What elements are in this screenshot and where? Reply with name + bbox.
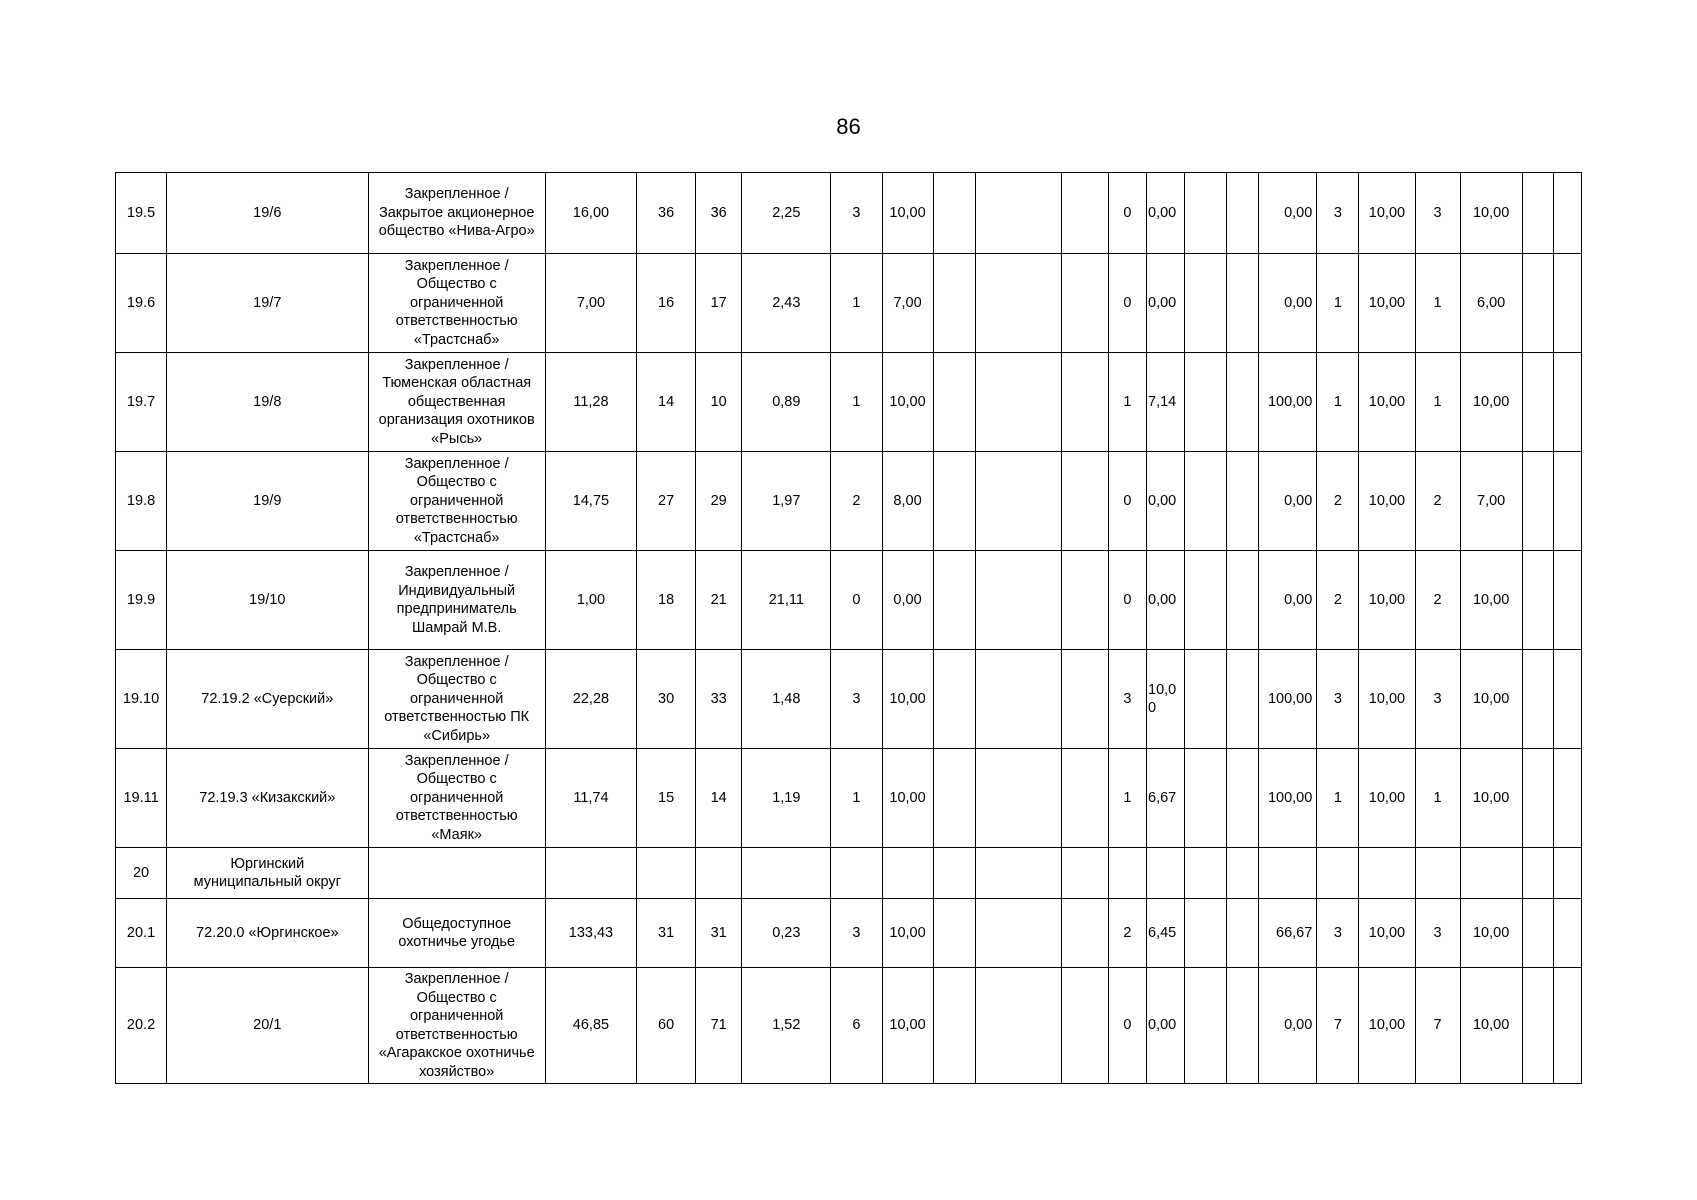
cell-count-a: 15 — [637, 749, 696, 848]
cell-count-a: 31 — [637, 899, 696, 968]
cell-percent-total: 100,00 — [1259, 749, 1317, 848]
cell-blank-g — [1553, 173, 1581, 254]
cell-blank-e — [1227, 899, 1259, 968]
cell-quota-b: 0 — [1108, 968, 1146, 1084]
cell-percent-total: 100,00 — [1259, 353, 1317, 452]
cell-assignment-org: Закрепленное / Общество с ограниченной ответственностью «Агаракское охотничье хозяйство» — [368, 968, 545, 1084]
cell-count-b: 31 — [696, 899, 742, 968]
cell-row-number: 19.5 — [116, 173, 167, 254]
cell-quota-c: 1 — [1317, 749, 1359, 848]
cell-count-b: 14 — [696, 749, 742, 848]
cell-density: 1,19 — [742, 749, 831, 848]
cell-blank-e — [1227, 968, 1259, 1084]
cell-quota-a: 1 — [831, 749, 882, 848]
cell-blank-g — [1553, 749, 1581, 848]
cell-quota-a-pct: 10,00 — [882, 968, 933, 1084]
cell-blank-g — [1553, 968, 1581, 1084]
cell-row-number: 19.7 — [116, 353, 167, 452]
cell-density — [742, 848, 831, 899]
cell-blank-f — [1522, 452, 1553, 551]
cell-blank-a — [933, 899, 975, 968]
cell-quota-b: 1 — [1108, 749, 1146, 848]
cell-blank-e — [1227, 848, 1259, 899]
cell-quota-d-pct: 7,00 — [1460, 452, 1522, 551]
cell-assignment-org: Закрепленное / Общество с ограниченной ответственностью «Трастснаб» — [368, 254, 545, 353]
table-row — [116, 899, 1582, 968]
cell-blank-f — [1522, 899, 1553, 968]
cell-blank-g — [1553, 353, 1581, 452]
cell-blank-d — [1185, 968, 1227, 1084]
cell-quota-b: 1 — [1108, 353, 1146, 452]
cell-row-number: 19.11 — [116, 749, 167, 848]
cell-area-value: 133,43 — [545, 899, 636, 968]
data-table-container — [115, 172, 1582, 1084]
cell-percent-total — [1259, 848, 1317, 899]
table-row — [116, 353, 1582, 452]
cell-blank-f — [1522, 848, 1553, 899]
cell-blank-c — [1061, 452, 1108, 551]
cell-blank-d — [1185, 551, 1227, 650]
cell-area-name: Юргинский муниципальный округ — [167, 848, 368, 899]
cell-density: 2,25 — [742, 173, 831, 254]
cell-density: 21,11 — [742, 551, 831, 650]
cell-blank-f — [1522, 749, 1553, 848]
cell-percent-total: 0,00 — [1259, 551, 1317, 650]
cell-blank-d — [1185, 650, 1227, 749]
cell-count-a: 36 — [637, 173, 696, 254]
cell-assignment-org: Закрепленное / Тюменская областная общественная организация охотников «Рысь» — [368, 353, 545, 452]
cell-quota-a: 1 — [831, 353, 882, 452]
cell-quota-c-pct: 10,00 — [1359, 452, 1415, 551]
cell-quota-a-pct: 8,00 — [882, 452, 933, 551]
cell-assignment-org: Закрепленное / Общество с ограниченной ответственностью «Маяк» — [368, 749, 545, 848]
cell-quota-c: 1 — [1317, 254, 1359, 353]
cell-blank-f — [1522, 551, 1553, 650]
cell-quota-a-pct: 10,00 — [882, 173, 933, 254]
cell-quota-d: 2 — [1415, 551, 1460, 650]
cell-quota-d-pct: 10,00 — [1460, 749, 1522, 848]
cell-percent-total: 0,00 — [1259, 254, 1317, 353]
cell-blank-b — [975, 749, 1061, 848]
cell-area-name: 19/9 — [167, 452, 368, 551]
cell-percent-total: 0,00 — [1259, 452, 1317, 551]
cell-quota-d: 3 — [1415, 899, 1460, 968]
cell-count-a: 14 — [637, 353, 696, 452]
cell-blank-e — [1227, 254, 1259, 353]
cell-blank-d — [1185, 848, 1227, 899]
cell-blank-b — [975, 452, 1061, 551]
cell-quota-c-pct: 10,00 — [1359, 173, 1415, 254]
cell-blank-a — [933, 749, 975, 848]
cell-area-name: 72.19.3 «Кизакский» — [167, 749, 368, 848]
cell-percent-total: 66,67 — [1259, 899, 1317, 968]
cell-blank-c — [1061, 551, 1108, 650]
cell-area-name: 19/7 — [167, 254, 368, 353]
cell-blank-a — [933, 173, 975, 254]
cell-assignment-org: Общедоступное охотничье угодье — [368, 899, 545, 968]
cell-assignment-org: Закрепленное / Общество с ограниченной ответственностью «Трастснаб» — [368, 452, 545, 551]
cell-area-value: 11,74 — [545, 749, 636, 848]
cell-count-b: 29 — [696, 452, 742, 551]
cell-quota-d-pct: 10,00 — [1460, 650, 1522, 749]
cell-quota-d-pct: 10,00 — [1460, 968, 1522, 1084]
cell-quota-c: 1 — [1317, 353, 1359, 452]
cell-blank-g — [1553, 650, 1581, 749]
cell-count-a: 30 — [637, 650, 696, 749]
cell-blank-c — [1061, 968, 1108, 1084]
cell-row-number: 20 — [116, 848, 167, 899]
cell-blank-b — [975, 650, 1061, 749]
cell-quota-b: 0 — [1108, 254, 1146, 353]
table-row — [116, 254, 1582, 353]
cell-blank-g — [1553, 551, 1581, 650]
cell-blank-b — [975, 353, 1061, 452]
cell-blank-a — [933, 650, 975, 749]
cell-quota-d: 3 — [1415, 650, 1460, 749]
cell-quota-b-pct: 0,00 — [1147, 968, 1185, 1084]
cell-percent-total: 0,00 — [1259, 173, 1317, 254]
cell-blank-c — [1061, 899, 1108, 968]
cell-quota-a: 1 — [831, 254, 882, 353]
cell-area-value: 7,00 — [545, 254, 636, 353]
cell-count-b: 71 — [696, 968, 742, 1084]
cell-quota-a-pct: 10,00 — [882, 749, 933, 848]
cell-quota-a-pct: 7,00 — [882, 254, 933, 353]
cell-blank-a — [933, 353, 975, 452]
cell-blank-c — [1061, 650, 1108, 749]
cell-quota-a: 2 — [831, 452, 882, 551]
cell-blank-a — [933, 551, 975, 650]
cell-blank-e — [1227, 173, 1259, 254]
cell-blank-g — [1553, 848, 1581, 899]
table-row — [116, 650, 1582, 749]
cell-quota-b: 0 — [1108, 452, 1146, 551]
cell-blank-a — [933, 254, 975, 353]
cell-quota-d: 1 — [1415, 353, 1460, 452]
cell-quota-c: 3 — [1317, 173, 1359, 254]
cell-blank-d — [1185, 749, 1227, 848]
cell-row-number: 19.9 — [116, 551, 167, 650]
cell-count-b: 17 — [696, 254, 742, 353]
cell-density: 0,89 — [742, 353, 831, 452]
cell-area-name: 72.20.0 «Юргинское» — [167, 899, 368, 968]
cell-quota-c: 3 — [1317, 650, 1359, 749]
cell-count-b: 36 — [696, 173, 742, 254]
cell-quota-a — [831, 848, 882, 899]
cell-assignment-org: Закрепленное / Закрытое акционерное общество «Нива-Агро» — [368, 173, 545, 254]
cell-quota-b-pct: 0,00 — [1147, 173, 1185, 254]
cell-density: 1,52 — [742, 968, 831, 1084]
cell-blank-g — [1553, 452, 1581, 551]
cell-quota-d: 1 — [1415, 254, 1460, 353]
cell-area-value: 22,28 — [545, 650, 636, 749]
cell-quota-c-pct: 10,00 — [1359, 968, 1415, 1084]
cell-blank-a — [933, 848, 975, 899]
cell-blank-a — [933, 968, 975, 1084]
cell-quota-d-pct: 6,00 — [1460, 254, 1522, 353]
cell-density: 1,48 — [742, 650, 831, 749]
cell-quota-a: 3 — [831, 899, 882, 968]
cell-percent-total: 0,00 — [1259, 968, 1317, 1084]
cell-blank-b — [975, 551, 1061, 650]
table-row — [116, 749, 1582, 848]
cell-quota-c: 2 — [1317, 452, 1359, 551]
cell-blank-f — [1522, 254, 1553, 353]
cell-quota-b: 0 — [1108, 551, 1146, 650]
cell-quota-b-pct: 7,14 — [1147, 353, 1185, 452]
cell-assignment-org: Закрепленное / Общество с ограниченной ответственностью ПК «Сибирь» — [368, 650, 545, 749]
cell-quota-c: 3 — [1317, 899, 1359, 968]
cell-quota-d-pct — [1460, 848, 1522, 899]
cell-count-b: 33 — [696, 650, 742, 749]
cell-quota-a: 0 — [831, 551, 882, 650]
cell-quota-b-pct: 10,0 0 — [1147, 650, 1185, 749]
cell-blank-e — [1227, 551, 1259, 650]
cell-blank-f — [1522, 353, 1553, 452]
cell-area-name: 72.19.2 «Суерский» — [167, 650, 368, 749]
cell-quota-b — [1108, 848, 1146, 899]
cell-blank-d — [1185, 353, 1227, 452]
cell-quota-b: 2 — [1108, 899, 1146, 968]
cell-blank-g — [1553, 254, 1581, 353]
cell-area-value — [545, 848, 636, 899]
cell-quota-d: 7 — [1415, 968, 1460, 1084]
cell-quota-b-pct: 0,00 — [1147, 254, 1185, 353]
cell-area-name: 19/8 — [167, 353, 368, 452]
cell-quota-d: 1 — [1415, 749, 1460, 848]
cell-count-a: 27 — [637, 452, 696, 551]
table-row — [116, 968, 1582, 1084]
cell-row-number: 20.2 — [116, 968, 167, 1084]
cell-percent-total: 100,00 — [1259, 650, 1317, 749]
cell-blank-c — [1061, 173, 1108, 254]
cell-quota-c-pct: 10,00 — [1359, 551, 1415, 650]
cell-area-name: 19/10 — [167, 551, 368, 650]
cell-area-value: 16,00 — [545, 173, 636, 254]
cell-quota-c: 2 — [1317, 551, 1359, 650]
cell-quota-c-pct — [1359, 848, 1415, 899]
cell-quota-c-pct: 10,00 — [1359, 353, 1415, 452]
cell-blank-b — [975, 968, 1061, 1084]
cell-count-a: 16 — [637, 254, 696, 353]
cell-density: 2,43 — [742, 254, 831, 353]
cell-count-b: 21 — [696, 551, 742, 650]
data-table — [115, 172, 1582, 1084]
cell-row-number: 20.1 — [116, 899, 167, 968]
cell-blank-d — [1185, 899, 1227, 968]
cell-blank-b — [975, 254, 1061, 353]
cell-blank-f — [1522, 173, 1553, 254]
cell-blank-e — [1227, 749, 1259, 848]
cell-quota-a-pct: 0,00 — [882, 551, 933, 650]
cell-assignment-org — [368, 848, 545, 899]
cell-area-value: 46,85 — [545, 968, 636, 1084]
cell-quota-c-pct: 10,00 — [1359, 650, 1415, 749]
cell-assignment-org: Закрепленное / Индивидуальный предприниматель Шамрай М.В. — [368, 551, 545, 650]
cell-quota-a: 3 — [831, 650, 882, 749]
cell-quota-a-pct: 10,00 — [882, 353, 933, 452]
cell-blank-c — [1061, 848, 1108, 899]
cell-blank-e — [1227, 452, 1259, 551]
cell-blank-g — [1553, 899, 1581, 968]
cell-quota-d-pct: 10,00 — [1460, 899, 1522, 968]
table-row — [116, 173, 1582, 254]
cell-blank-b — [975, 848, 1061, 899]
cell-count-b: 10 — [696, 353, 742, 452]
cell-quota-d: 2 — [1415, 452, 1460, 551]
cell-count-b — [696, 848, 742, 899]
cell-quota-a: 6 — [831, 968, 882, 1084]
cell-row-number: 19.6 — [116, 254, 167, 353]
table-row — [116, 551, 1582, 650]
cell-quota-a-pct: 10,00 — [882, 899, 933, 968]
cell-quota-c — [1317, 848, 1359, 899]
cell-quota-d: 3 — [1415, 173, 1460, 254]
cell-blank-d — [1185, 452, 1227, 551]
cell-quota-c: 7 — [1317, 968, 1359, 1084]
cell-count-a: 60 — [637, 968, 696, 1084]
cell-blank-c — [1061, 749, 1108, 848]
cell-blank-c — [1061, 254, 1108, 353]
cell-quota-d-pct: 10,00 — [1460, 551, 1522, 650]
cell-blank-c — [1061, 353, 1108, 452]
cell-blank-d — [1185, 254, 1227, 353]
cell-density: 0,23 — [742, 899, 831, 968]
cell-blank-a — [933, 452, 975, 551]
cell-area-value: 14,75 — [545, 452, 636, 551]
cell-density: 1,97 — [742, 452, 831, 551]
cell-blank-d — [1185, 173, 1227, 254]
page-number: 86 — [836, 114, 861, 139]
cell-blank-f — [1522, 968, 1553, 1084]
cell-area-value: 11,28 — [545, 353, 636, 452]
cell-blank-e — [1227, 650, 1259, 749]
cell-blank-f — [1522, 650, 1553, 749]
cell-quota-b-pct — [1147, 848, 1185, 899]
cell-blank-b — [975, 173, 1061, 254]
cell-quota-a-pct — [882, 848, 933, 899]
cell-quota-a: 3 — [831, 173, 882, 254]
cell-blank-b — [975, 899, 1061, 968]
table-row — [116, 452, 1582, 551]
cell-quota-b-pct: 6,45 — [1147, 899, 1185, 968]
cell-quota-d-pct: 10,00 — [1460, 173, 1522, 254]
cell-quota-b: 0 — [1108, 173, 1146, 254]
cell-quota-b-pct: 0,00 — [1147, 452, 1185, 551]
cell-quota-c-pct: 10,00 — [1359, 749, 1415, 848]
cell-quota-b-pct: 0,00 — [1147, 551, 1185, 650]
cell-quota-c-pct: 10,00 — [1359, 254, 1415, 353]
cell-area-name: 20/1 — [167, 968, 368, 1084]
cell-row-number: 19.8 — [116, 452, 167, 551]
cell-area-name: 19/6 — [167, 173, 368, 254]
cell-count-a — [637, 848, 696, 899]
cell-quota-b-pct: 6,67 — [1147, 749, 1185, 848]
cell-quota-b: 3 — [1108, 650, 1146, 749]
cell-area-value: 1,00 — [545, 551, 636, 650]
cell-count-a: 18 — [637, 551, 696, 650]
cell-quota-c-pct: 10,00 — [1359, 899, 1415, 968]
cell-quota-d-pct: 10,00 — [1460, 353, 1522, 452]
table-row — [116, 848, 1582, 899]
cell-blank-e — [1227, 353, 1259, 452]
cell-quota-a-pct: 10,00 — [882, 650, 933, 749]
cell-quota-d — [1415, 848, 1460, 899]
cell-row-number: 19.10 — [116, 650, 167, 749]
